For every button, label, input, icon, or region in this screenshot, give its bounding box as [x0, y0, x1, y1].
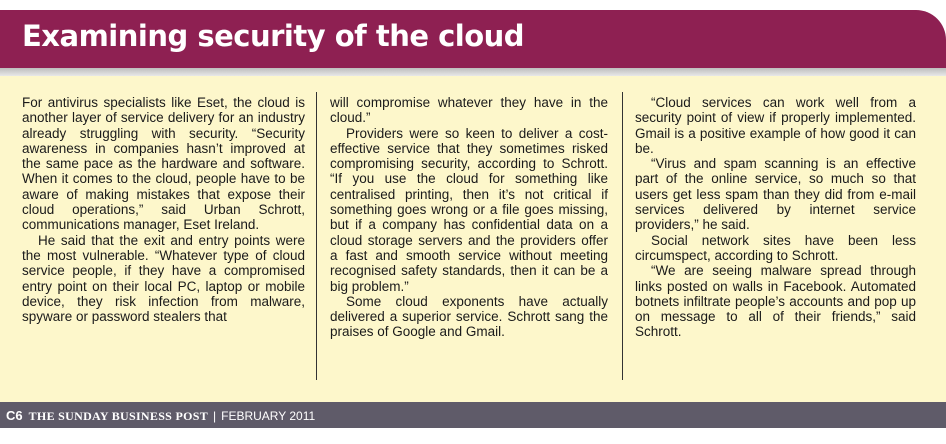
article-column-1: [22, 95, 305, 324]
paragraph: “Virus and spam scanning is an effective part of the online service, so much so that users get less spam than they did from e-mail services delivered by internet service providers,” he said.: [635, 156, 916, 233]
article-title: Examining security of the cloud: [22, 19, 525, 53]
column-divider: [622, 92, 623, 380]
publication-name: THE SUNDAY BUSINESS POST: [28, 409, 208, 423]
paragraph: Providers were so keen to deliver a cost-effective service that they sometimes risked compromising security, according to Schrott. “If you use the cloud for something like centralised printing, then it’s not critical if something goes wrong or a file goes missing, but if a company has confidential data on a cloud storage servers and the providers offer a fast and smooth service without meeting recognised safety standards, then it can be a big problem.”: [330, 125, 608, 294]
article-column-3: [635, 95, 916, 340]
page-number: C6: [6, 408, 23, 423]
column-divider: [316, 92, 317, 380]
paragraph: “Cloud services can work well from a security point of view if properly implemented. Gmail is a positive example of how good it can be.: [635, 95, 916, 156]
paragraph: Some cloud exponents have actually delivered a superior service. Schrott sang the praises of Google and Gmail.: [330, 293, 608, 340]
paragraph: He said that the exit and entry points were the most vulnerable. “Whatever type of cloud service people, if they have a compromised entry point on their local PC, laptop or mobile device, they risk infection from malware, spyware or password stealers that: [22, 232, 305, 325]
publication-date: FEBRUARY 2011: [221, 409, 316, 423]
bottom-margin: [0, 428, 946, 444]
article-column-2: [330, 95, 608, 340]
paragraph: For antivirus specialists like Eset, the cloud is another layer of service delivery for an industry already struggling with security. “Security awareness in companies hasn’t improved at the same pace as the hardware and software. When it comes to the cloud, people have to be aware of making mistakes that expose their cloud operations,” said Urban Schrott, communications manager, Eset Ireland.: [22, 95, 305, 233]
paragraph: Social network sites have been less circumspect, according to Schrott.: [635, 232, 916, 263]
footer-separator: |: [213, 409, 217, 423]
paragraph: “We are seeing malware spread through links posted on walls in Facebook. Automated botnets infiltrate people’s accounts and pop up on message to all of their friends,” said Schrott.: [635, 263, 916, 340]
page-footer: [6, 408, 315, 424]
paragraph: will compromise whatever they have in the cloud.”: [330, 95, 608, 126]
header-shadow: [0, 68, 946, 76]
